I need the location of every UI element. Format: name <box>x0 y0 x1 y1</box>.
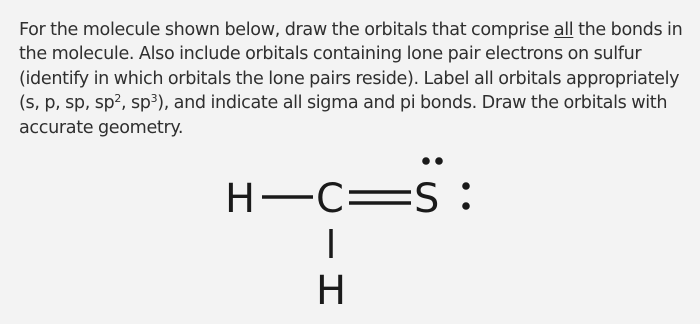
atom-h-bottom: H <box>316 268 347 314</box>
underlined-all: all <box>553 20 574 40</box>
lone-pair-top-dot-2 <box>435 157 443 165</box>
atom-carbon: C <box>316 176 344 222</box>
atom-h-left: H <box>225 176 256 222</box>
question-paragraph <box>19 18 691 140</box>
superscript-2: 2 <box>114 92 121 106</box>
lone-pair-top-dot-1 <box>422 157 430 165</box>
atom-sulfur: S <box>414 176 440 222</box>
lone-pair-right-dot-2 <box>462 202 470 210</box>
question-part-1: For the molecule shown below, draw the orbitals that comprise <box>19 20 554 40</box>
question-text <box>19 18 691 140</box>
question-part-2: the bonds in the molecule. Also include orbitals containing lone pair electrons on sulfur (identify in which orbitals the lone pairs reside). Label all orbitals appropriately (s, p, sp, sp <box>19 20 683 114</box>
lone-pair-right-dot-1 <box>462 182 470 190</box>
lewis-structure <box>225 150 495 320</box>
question-part-3: , sp <box>120 93 151 114</box>
question-part-4: ), and indicate all sigma and pi bonds. Draw the orbitals with accurate geometry. <box>19 93 668 138</box>
superscript-3: 3 <box>150 92 158 106</box>
